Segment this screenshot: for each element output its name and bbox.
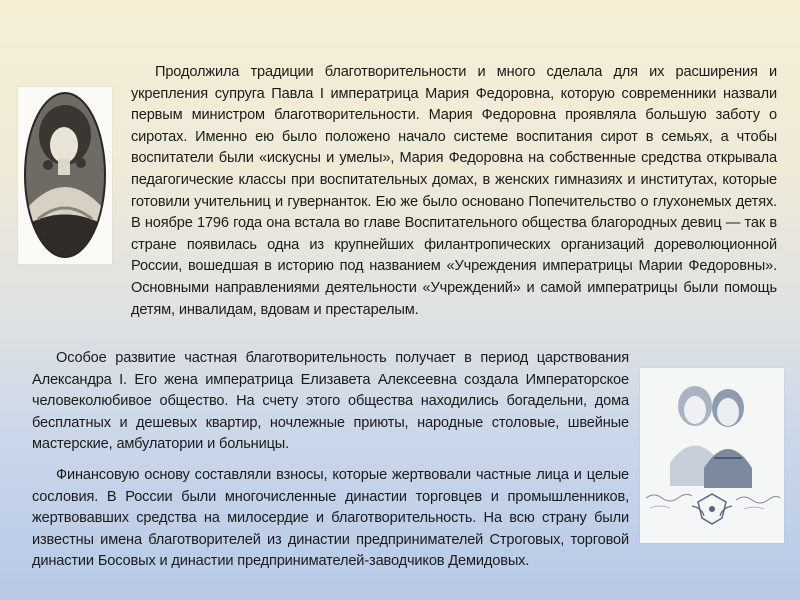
paragraph-maria-fedorovna: Продолжила традиции благотворительности и много сделала для их расширения и укрепления супруга Павла I императрица Мария Федоровна, которую современники назвали первым министром благотворительности. Мария Федоровна проявляла большую заботу о сиротах. Именно ею было положено начало системе воспитания сирот в семьях, а чтобы воспитатели были «искусны и умелы», Мария Федоровна на собственные средства открывала педагогические классы при воспитательных домах, в женских гимназиях и институтах, которые готовили учительниц и гувернанток. Ею же было основано Попечительство о глухонемых детях. В ноябре 1796 года она встала во главе Воспитательного общества благородных девиц — так в стране появилась одна из крупнейших филантропических организаций дореволюционной России, вошедшая в историю под названием «Учреждения императрицы Марии Федоровны». Основными направлениями деятельности «Учреждений» и самой императрицы были помощь детям, инвалидам, вдовам и престарелым.	[131, 64, 777, 318]
paragraph-financial-basis: Финансовую основу составляли взносы, которые жертвовали частные лица и целые сословия. В России были многочисленные династии торговцев и промышленников, жертвовавших средства на милосердие и благотворительность. На всю страну были известны имена благотворителей из династии предпринимателей Строговых, торговой династии Босовых и династии предпринимателей-заводчиков Демидовых.	[32, 467, 629, 570]
portrait-royal-couple	[640, 368, 784, 543]
paragraph-elizaveta-alekseevna: Особое развитие частная благотворительность получает в период царствования Александра I. Его жена императрица Елизавета Алексеевна создала Императорское человеколюбивое общество. На счету этого общества находились богадельни, дома бесплатных и дешевых квартир, ночлежные приюты, народные столовые, швейные мастерские, амбулатории и больницы.	[32, 350, 629, 453]
portrait-maria-fedorovna	[18, 87, 112, 264]
